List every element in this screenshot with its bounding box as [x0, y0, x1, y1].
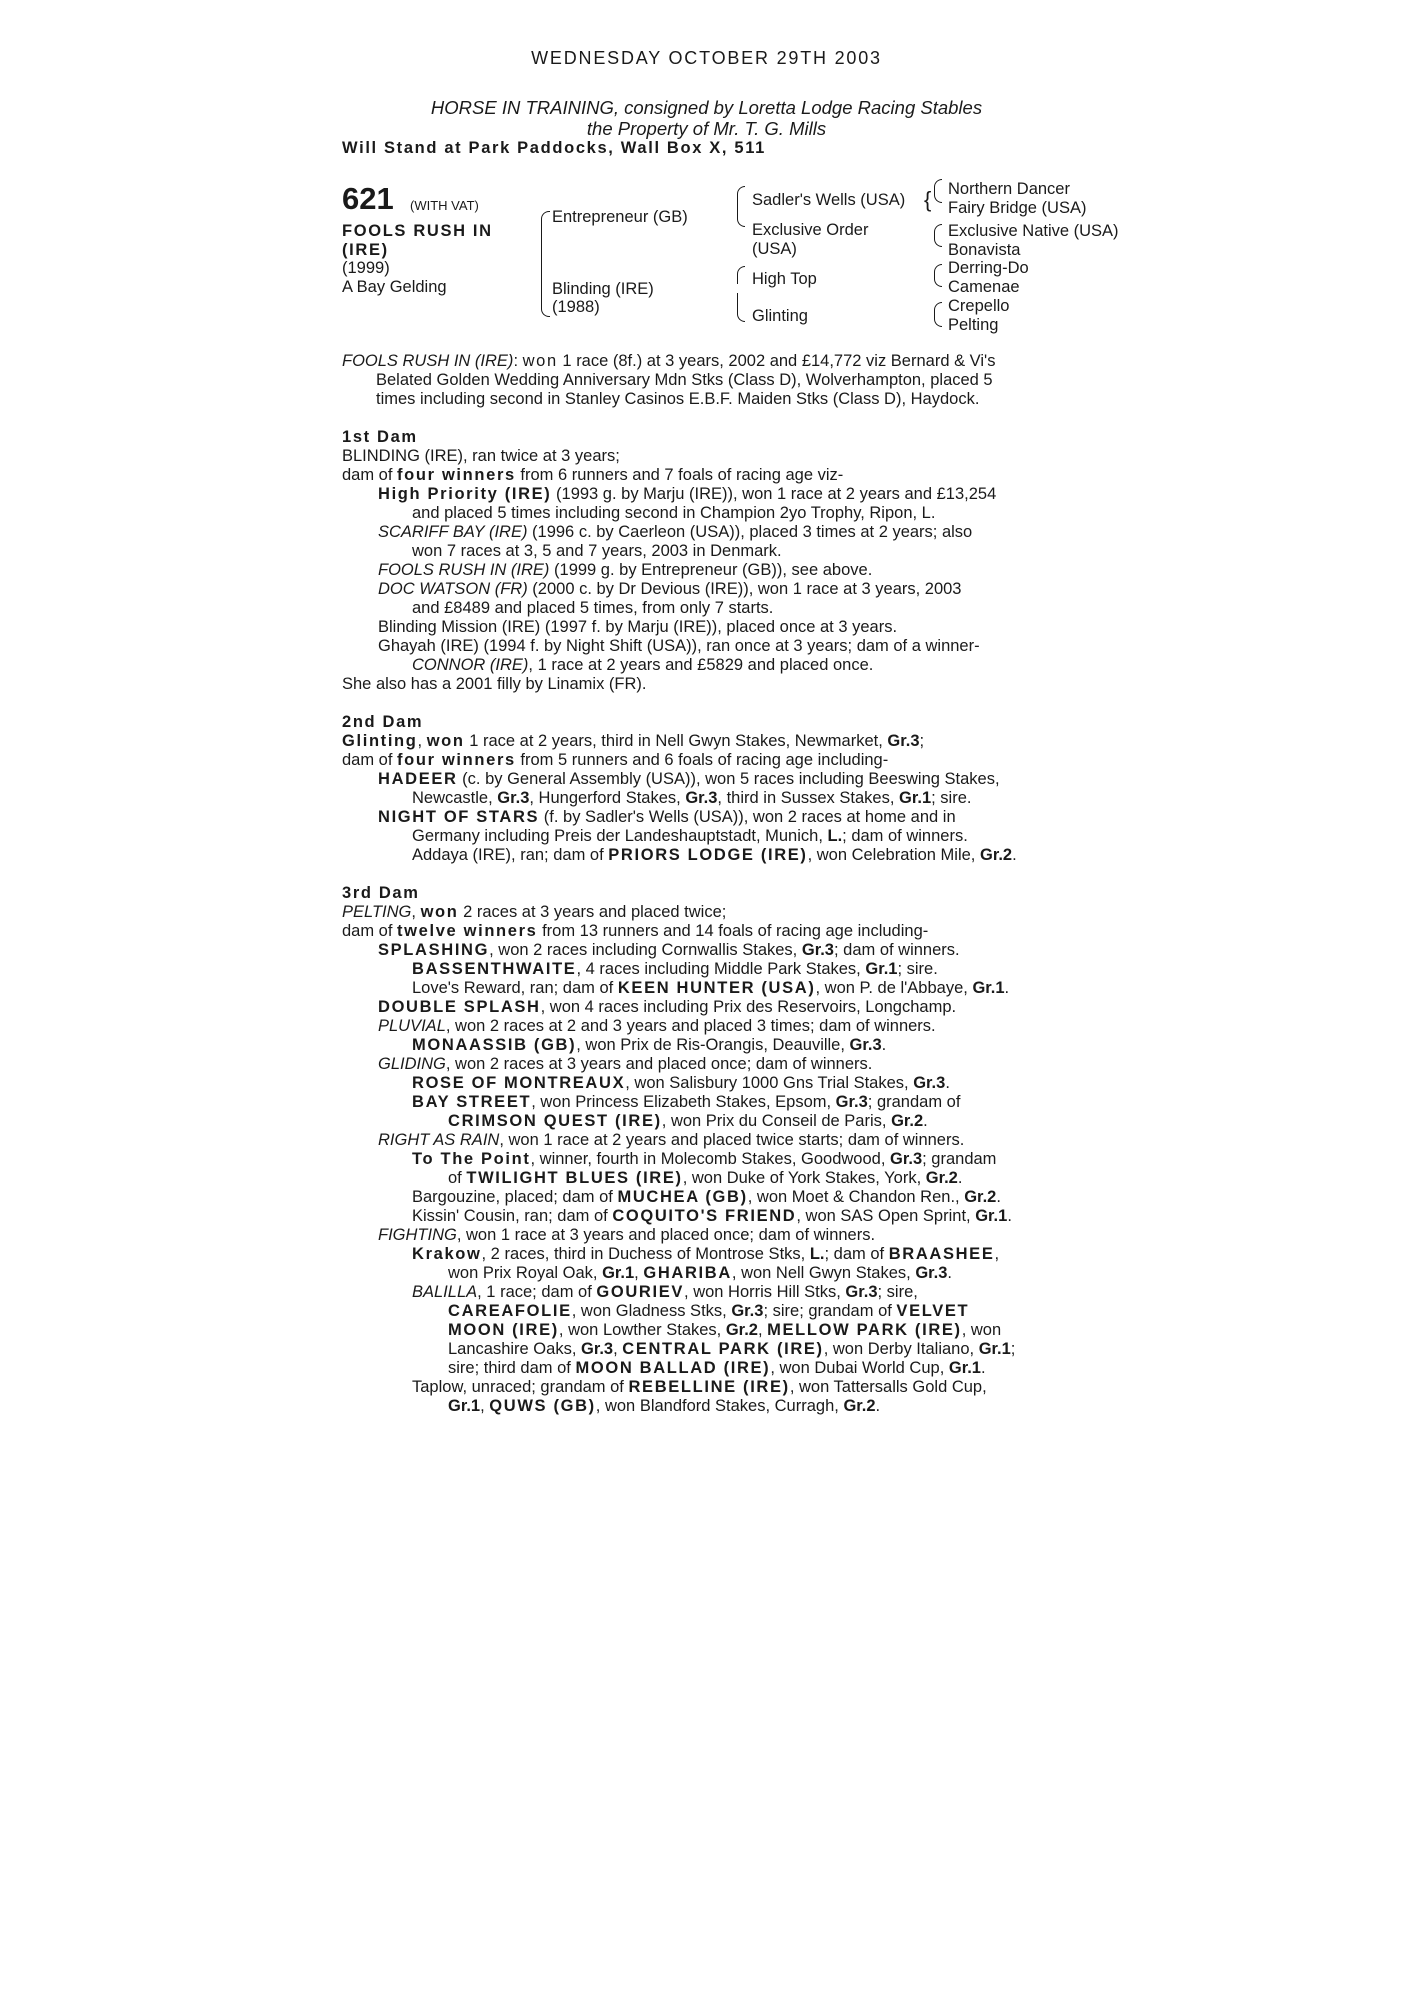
- produce-loves-reward: Love's Reward, ran; dam of KEEN HUNTER (USA), won P. de l'Abbaye, Gr.1.: [412, 979, 1010, 997]
- produce-careafolie: CAREAFOLIE, won Gladness Stks, Gr.3; sire; grandam of VELVET: [448, 1302, 970, 1320]
- produce-kissin-cousin: Kissin' Cousin, ran; dam of COQUITO'S FRIEND, won SAS Open Sprint, Gr.1.: [412, 1207, 1012, 1225]
- second-dam-produce-summary: dam of four winners from 5 runners and 6 foals of racing age including-: [342, 751, 889, 769]
- g-brace-8: [934, 314, 942, 327]
- produce-krakow-cont: won Prix Royal Oak, Gr.1, GHARIBA, won Nell Gwyn Stakes, Gr.3.: [448, 1264, 953, 1282]
- produce-high-priority-cont: and placed 5 times including second in Champion 2yo Trophy, Ripon, L.: [412, 504, 936, 522]
- produce-crimson-quest: CRIMSON QUEST (IRE), won Prix du Conseil de Paris, Gr.2.: [448, 1112, 928, 1130]
- produce-splashing: SPLASHING, won 2 races including Cornwallis Stakes, Gr.3; dam of winners.: [378, 941, 960, 959]
- dam-sire-name: High Top: [752, 270, 817, 288]
- sire-dam-line2: (USA): [752, 240, 797, 258]
- third-dam-produce-summary: dam of twelve winners from 13 runners and 14 foals of racing age including-: [342, 922, 929, 940]
- third-dam-heading: 3rd Dam: [342, 884, 420, 902]
- record-line-1: FOOLS RUSH IN (IRE): won 1 race (8f.) at 3 years, 2002 and £14,772 viz Bernard & Vi's: [342, 352, 996, 370]
- dam-dam-name: Glinting: [752, 307, 808, 325]
- foaling-year: (1999): [342, 259, 390, 277]
- ancestor-g5: Derring-Do: [948, 259, 1029, 277]
- record-line-2: Belated Golden Wedding Anniversary Mdn Stks (Class D), Wolverhampton, placed 5: [376, 371, 993, 389]
- produce-rose-of-montreaux: ROSE OF MONTREAUX, won Salisbury 1000 Gns Trial Stakes, Gr.3.: [412, 1074, 950, 1092]
- pedigree-brace-bottom: [541, 271, 550, 317]
- produce-hadeer-cont: Newcastle, Gr.3, Hungerford Stakes, Gr.3, third in Sussex Stakes, Gr.1; sire.: [412, 789, 972, 807]
- produce-bargouzine: Bargouzine, placed; dam of MUCHEA (GB), won Moet & Chandon Ren., Gr.2.: [412, 1188, 1001, 1206]
- g-brace-4: [934, 236, 942, 247]
- produce-night-of-stars-cont: Germany including Preis der Landeshauptstadt, Munich, L.; dam of winners.: [412, 827, 968, 845]
- sire-brace-bottom: [737, 206, 745, 227]
- produce-pluvial: PLUVIAL, won 2 races at 2 and 3 years and placed 3 times; dam of winners.: [378, 1017, 936, 1035]
- produce-central-park: Lancashire Oaks, Gr.3, CENTRAL PARK (IRE), won Derby Italiano, Gr.1;: [448, 1340, 1016, 1358]
- sire-name: Entrepreneur (GB): [552, 208, 688, 226]
- ancestor-g4: Bonavista: [948, 241, 1021, 259]
- horse-description: A Bay Gelding: [342, 278, 447, 296]
- consigned-line: HORSE IN TRAINING, consigned by Loretta Lodge Racing Stables: [430, 97, 983, 118]
- produce-scariff-bay: SCARIFF BAY (IRE) (1996 c. by Caerleon (USA)), placed 3 times at 2 years; also: [378, 523, 973, 541]
- ancestor-g3: Exclusive Native (USA): [948, 222, 1119, 240]
- produce-krakow: Krakow, 2 races, third in Duchess of Montrose Stks, L.; dam of BRAASHEE,: [412, 1245, 1000, 1263]
- property-line: the Property of Mr. T. G. Mills: [586, 118, 827, 139]
- ancestor-g6: Camenae: [948, 278, 1020, 296]
- produce-bay-street: BAY STREET, won Princess Elizabeth Stakes, Epsom, Gr.3; grandam of: [412, 1093, 961, 1111]
- g-brace-6: [934, 276, 942, 287]
- first-dam-produce-summary: dam of four winners from 6 runners and 7 foals of racing age viz-: [342, 466, 844, 484]
- produce-double-splash: DOUBLE SPLASH, won 4 races including Prix des Reservoirs, Longchamp.: [378, 998, 957, 1016]
- ancestor-g8: Pelting: [948, 316, 999, 334]
- produce-blinding-mission: Blinding Mission (IRE) (1997 f. by Marju (IRE)), placed once at 3 years.: [378, 618, 898, 636]
- pedigree-brace-top: [541, 211, 550, 272]
- produce-scariff-bay-cont: won 7 races at 3, 5 and 7 years, 2003 in Denmark.: [412, 542, 782, 560]
- produce-fools-rush-in: FOOLS RUSH IN (IRE) (1999 g. by Entrepreneur (GB)), see above.: [378, 561, 873, 579]
- produce-addaya: Addaya (IRE), ran; dam of PRIORS LODGE (IRE), won Celebration Mile, Gr.2.: [412, 846, 1017, 864]
- produce-fighting: FIGHTING, won 1 race at 3 years and placed once; dam of winners.: [378, 1226, 876, 1244]
- produce-connor: CONNOR (IRE), 1 race at 2 years and £5829 and placed once.: [412, 656, 874, 674]
- record-line-3: times including second in Stanley Casinos E.B.F. Maiden Stks (Class D), Haydock.: [376, 390, 980, 408]
- stand-line: Will Stand at Park Paddocks, Wall Box X, 511: [342, 139, 766, 157]
- g-brace-2: [934, 191, 942, 203]
- produce-taplow-cont: Gr.1, QUWS (GB), won Blandford Stakes, Curragh, Gr.2.: [448, 1397, 881, 1415]
- produce-moon-ballad: sire; third dam of MOON BALLAD (IRE), won Dubai World Cup, Gr.1.: [448, 1359, 986, 1377]
- produce-night-of-stars: NIGHT OF STARS (f. by Sadler's Wells (USA)), won 2 races at home and in: [378, 808, 956, 826]
- second-dam-line: Glinting, won 1 race at 2 years, third in Nell Gwyn Stakes, Newmarket, Gr.3;: [342, 732, 925, 750]
- produce-to-the-point: To The Point, winner, fourth in Molecomb Stakes, Goodwood, Gr.3; grandam: [412, 1150, 997, 1168]
- sire-brace-top: [737, 186, 745, 207]
- horse-name-line1: FOOLS RUSH IN: [342, 222, 493, 240]
- lot-number: 621: [342, 181, 394, 216]
- dam-name-line2: (1988): [552, 298, 600, 316]
- dam-brace-bottom: [737, 293, 745, 322]
- produce-twilight-blues: of TWILIGHT BLUES (IRE), won Duke of York Stakes, York, Gr.2.: [448, 1169, 963, 1187]
- dam-brace-top: [737, 266, 745, 284]
- horse-name-line2: (IRE): [342, 241, 389, 259]
- first-dam-line: BLINDING (IRE), ran twice at 3 years;: [342, 447, 620, 465]
- produce-balilla: BALILLA, 1 race; dam of GOURIEV, won Horris Hill Stks, Gr.3; sire,: [412, 1283, 918, 1301]
- produce-high-priority: High Priority (IRE) (1993 g. by Marju (IRE)), won 1 race at 2 years and £13,254: [378, 485, 997, 503]
- second-dam-heading: 2nd Dam: [342, 713, 424, 731]
- sire-line-connector: {: [924, 187, 932, 212]
- produce-monaassib: MONAASSIB (GB), won Prix de Ris-Orangis, Deauville, Gr.3.: [412, 1036, 887, 1054]
- produce-taplow: Taplow, unraced; grandam of REBELLINE (IRE), won Tattersalls Gold Cup,: [412, 1378, 987, 1396]
- ancestor-g1: Northern Dancer: [948, 180, 1070, 198]
- produce-velvet-moon: MOON (IRE), won Lowther Stakes, Gr.2, MELLOW PARK (IRE), won: [448, 1321, 1002, 1339]
- produce-gliding: GLIDING, won 2 races at 3 years and placed once; dam of winners.: [378, 1055, 873, 1073]
- sire-dam-line1: Exclusive Order: [752, 221, 869, 239]
- ancestor-g7: Crepello: [948, 297, 1010, 315]
- ancestor-g2: Fairy Bridge (USA): [948, 199, 1087, 217]
- produce-bassenthwaite: BASSENTHWAITE, 4 races including Middle Park Stakes, Gr.1; sire.: [412, 960, 938, 978]
- dam-name-line1: Blinding (IRE): [552, 280, 654, 298]
- sale-date: WEDNESDAY OCTOBER 29TH 2003: [531, 48, 882, 68]
- third-dam-line: PELTING, won 2 races at 3 years and placed twice;: [342, 903, 727, 921]
- first-dam-note: She also has a 2001 filly by Linamix (FR).: [342, 675, 647, 693]
- produce-hadeer: HADEER (c. by General Assembly (USA)), won 5 races including Beeswing Stakes,: [378, 770, 1000, 788]
- produce-doc-watson-cont: and £8489 and placed 5 times, from only 7 starts.: [412, 599, 774, 617]
- produce-right-as-rain: RIGHT AS RAIN, won 1 race at 2 years and placed twice starts; dam of winners.: [378, 1131, 965, 1149]
- produce-ghayah: Ghayah (IRE) (1994 f. by Night Shift (USA)), ran once at 3 years; dam of a winner-: [378, 637, 980, 655]
- produce-doc-watson: DOC WATSON (FR) (2000 c. by Dr Devious (IRE)), won 1 race at 3 years, 2003: [378, 580, 962, 598]
- sire-sire-name: Sadler's Wells (USA): [752, 191, 906, 209]
- first-dam-heading: 1st Dam: [342, 428, 418, 446]
- record-horse-name: FOOLS RUSH IN (IRE): [342, 352, 514, 370]
- vat-note: (WITH VAT): [410, 198, 479, 213]
